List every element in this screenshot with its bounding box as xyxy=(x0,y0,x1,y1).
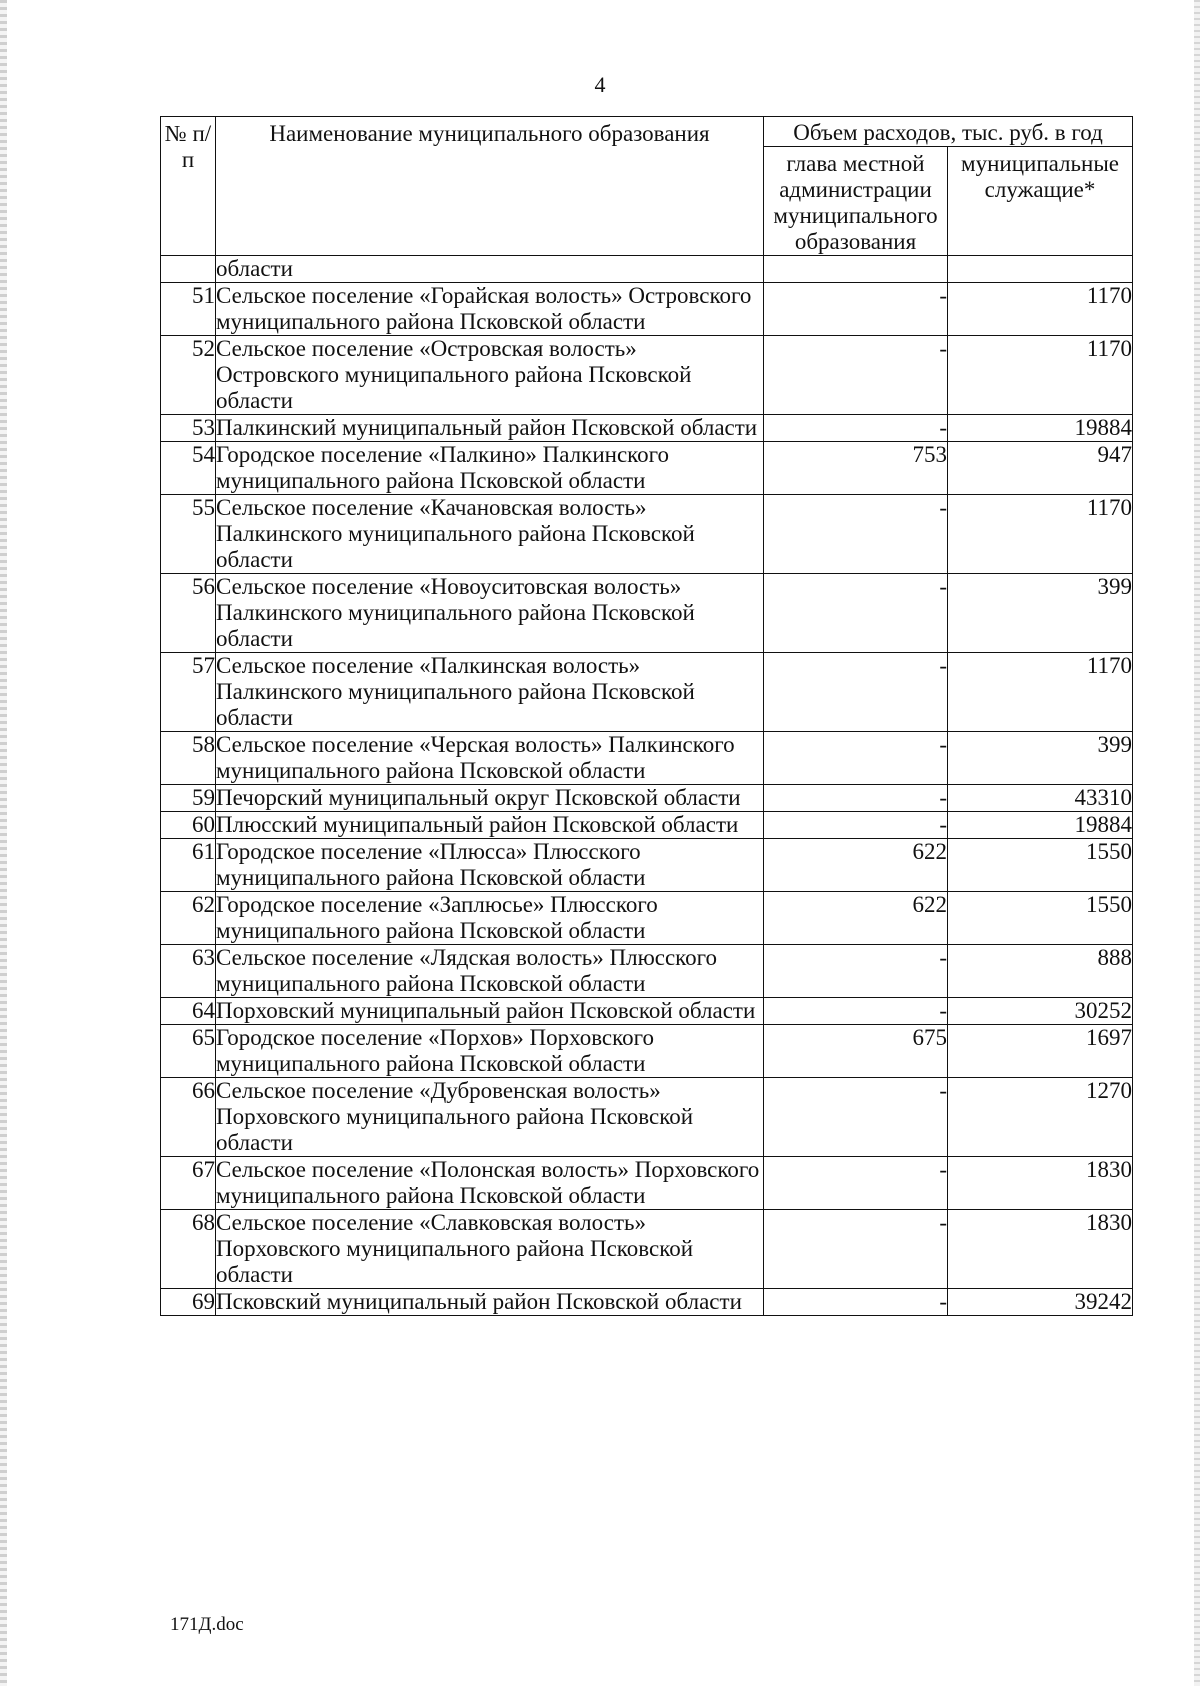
row-head-admin-value: - xyxy=(764,998,948,1025)
continuation-text: области xyxy=(216,256,764,283)
row-name: Сельское поселение «Островская волость» Островского муниципального района Псковской области xyxy=(216,336,764,415)
row-head-admin-value: 753 xyxy=(764,442,948,495)
continuation-servants xyxy=(948,256,1133,283)
row-head-admin-value: 622 xyxy=(764,892,948,945)
table-row xyxy=(161,892,1133,945)
row-name: Сельское поселение «Дубровенская волость» Порховского муниципального района Псковской области xyxy=(216,1078,764,1157)
row-name: Сельское поселение «Черская волость» Палкинского муниципального района Псковской области xyxy=(216,732,764,785)
continuation-head xyxy=(764,256,948,283)
table-row xyxy=(161,653,1133,732)
table-row xyxy=(161,1025,1133,1078)
table-row xyxy=(161,495,1133,574)
row-name: Палкинский муниципальный район Псковской области xyxy=(216,415,764,442)
header-number: № п/п xyxy=(161,117,216,256)
row-servants-value: 1170 xyxy=(948,653,1133,732)
row-servants-value: 1170 xyxy=(948,495,1133,574)
row-servants-value: 399 xyxy=(948,574,1133,653)
row-servants-value: 39242 xyxy=(948,1289,1133,1316)
header-expenses-group: Объем расходов, тыс. руб. в год xyxy=(764,117,1133,147)
row-name: Городское поселение «Заплюсье» Плюсского муниципального района Псковской области xyxy=(216,892,764,945)
row-number: 55 xyxy=(161,495,216,574)
table-row xyxy=(161,1078,1133,1157)
row-name: Сельское поселение «Славковская волость» Порховского муниципального района Псковской области xyxy=(216,1210,764,1289)
row-number: 69 xyxy=(161,1289,216,1316)
row-head-admin-value: 675 xyxy=(764,1025,948,1078)
row-head-admin-value: - xyxy=(764,812,948,839)
row-servants-value: 1830 xyxy=(948,1210,1133,1289)
row-number: 53 xyxy=(161,415,216,442)
row-head-admin-value: - xyxy=(764,732,948,785)
table-row xyxy=(161,1157,1133,1210)
row-head-admin-value: - xyxy=(764,336,948,415)
table-row xyxy=(161,998,1133,1025)
row-servants-value: 1170 xyxy=(948,336,1133,415)
row-name: Сельское поселение «Новоуситовская волость» Палкинского муниципального района Псковской области xyxy=(216,574,764,653)
row-servants-value: 1270 xyxy=(948,1078,1133,1157)
row-number: 62 xyxy=(161,892,216,945)
row-number: 65 xyxy=(161,1025,216,1078)
scan-edge-right xyxy=(1194,0,1200,1686)
table-row xyxy=(161,812,1133,839)
table-row xyxy=(161,415,1133,442)
row-name: Сельское поселение «Полонская волость» Порховского муниципального района Псковской области xyxy=(216,1157,764,1210)
row-servants-value: 19884 xyxy=(948,812,1133,839)
row-name: Порховский муниципальный район Псковской области xyxy=(216,998,764,1025)
row-name: Сельское поселение «Палкинская волость» Палкинского муниципального района Псковской области xyxy=(216,653,764,732)
table-row xyxy=(161,732,1133,785)
row-head-admin-value: - xyxy=(764,283,948,336)
row-head-admin-value: - xyxy=(764,1157,948,1210)
header-servants: муниципальные служащие* xyxy=(948,147,1133,256)
row-name: Сельское поселение «Лядская волость» Плюсского муниципального района Псковской области xyxy=(216,945,764,998)
row-head-admin-value: - xyxy=(764,1289,948,1316)
table-row xyxy=(161,442,1133,495)
row-number: 64 xyxy=(161,998,216,1025)
row-number: 56 xyxy=(161,574,216,653)
row-head-admin-value: 622 xyxy=(764,839,948,892)
row-servants-value: 30252 xyxy=(948,998,1133,1025)
table-row xyxy=(161,785,1133,812)
row-number: 63 xyxy=(161,945,216,998)
row-servants-value: 1170 xyxy=(948,283,1133,336)
table-row xyxy=(161,839,1133,892)
row-head-admin-value: - xyxy=(764,1078,948,1157)
table-row xyxy=(161,1289,1133,1316)
row-name: Городское поселение «Плюсса» Плюсского муниципального района Псковской области xyxy=(216,839,764,892)
row-head-admin-value: - xyxy=(764,785,948,812)
scan-edge-left xyxy=(0,0,7,1686)
row-servants-value: 399 xyxy=(948,732,1133,785)
row-number: 58 xyxy=(161,732,216,785)
header-name: Наименование муниципального образования xyxy=(216,117,764,256)
row-number: 51 xyxy=(161,283,216,336)
row-name: Сельское поселение «Качановская волость» Палкинского муниципального района Псковской области xyxy=(216,495,764,574)
row-servants-value: 888 xyxy=(948,945,1133,998)
row-number: 67 xyxy=(161,1157,216,1210)
row-number: 54 xyxy=(161,442,216,495)
file-name-footer: 171Д.doc xyxy=(170,1614,244,1635)
table-row xyxy=(161,574,1133,653)
row-name: Псковский муниципальный район Псковской области xyxy=(216,1289,764,1316)
row-head-admin-value: - xyxy=(764,574,948,653)
row-servants-value: 1697 xyxy=(948,1025,1133,1078)
row-number: 57 xyxy=(161,653,216,732)
row-servants-value: 1830 xyxy=(948,1157,1133,1210)
row-name: Сельское поселение «Горайская волость» Островского муниципального района Псковской области xyxy=(216,283,764,336)
row-name: Плюсский муниципальный район Псковской области xyxy=(216,812,764,839)
row-head-admin-value: - xyxy=(764,415,948,442)
row-number: 60 xyxy=(161,812,216,839)
expenses-table xyxy=(160,116,1133,1316)
row-head-admin-value: - xyxy=(764,1210,948,1289)
row-head-admin-value: - xyxy=(764,653,948,732)
row-head-admin-value: - xyxy=(764,945,948,998)
row-name: Городское поселение «Порхов» Порховского муниципального района Псковской области xyxy=(216,1025,764,1078)
row-servants-value: 43310 xyxy=(948,785,1133,812)
row-name: Городское поселение «Палкино» Палкинского муниципального района Псковской области xyxy=(216,442,764,495)
page-number: 4 xyxy=(594,72,606,97)
row-servants-value: 947 xyxy=(948,442,1133,495)
row-servants-value: 1550 xyxy=(948,839,1133,892)
table-row xyxy=(161,283,1133,336)
header-head-admin: глава местной администрации муниципального образования xyxy=(764,147,948,256)
continuation-row xyxy=(161,256,1133,283)
row-number: 61 xyxy=(161,839,216,892)
table-row xyxy=(161,1210,1133,1289)
row-name: Печорский муниципальный округ Псковской области xyxy=(216,785,764,812)
row-number: 59 xyxy=(161,785,216,812)
row-head-admin-value: - xyxy=(764,495,948,574)
table-row xyxy=(161,945,1133,998)
continuation-number xyxy=(161,256,216,283)
row-servants-value: 1550 xyxy=(948,892,1133,945)
row-number: 66 xyxy=(161,1078,216,1157)
table-row xyxy=(161,336,1133,415)
row-servants-value: 19884 xyxy=(948,415,1133,442)
row-number: 68 xyxy=(161,1210,216,1289)
row-number: 52 xyxy=(161,336,216,415)
